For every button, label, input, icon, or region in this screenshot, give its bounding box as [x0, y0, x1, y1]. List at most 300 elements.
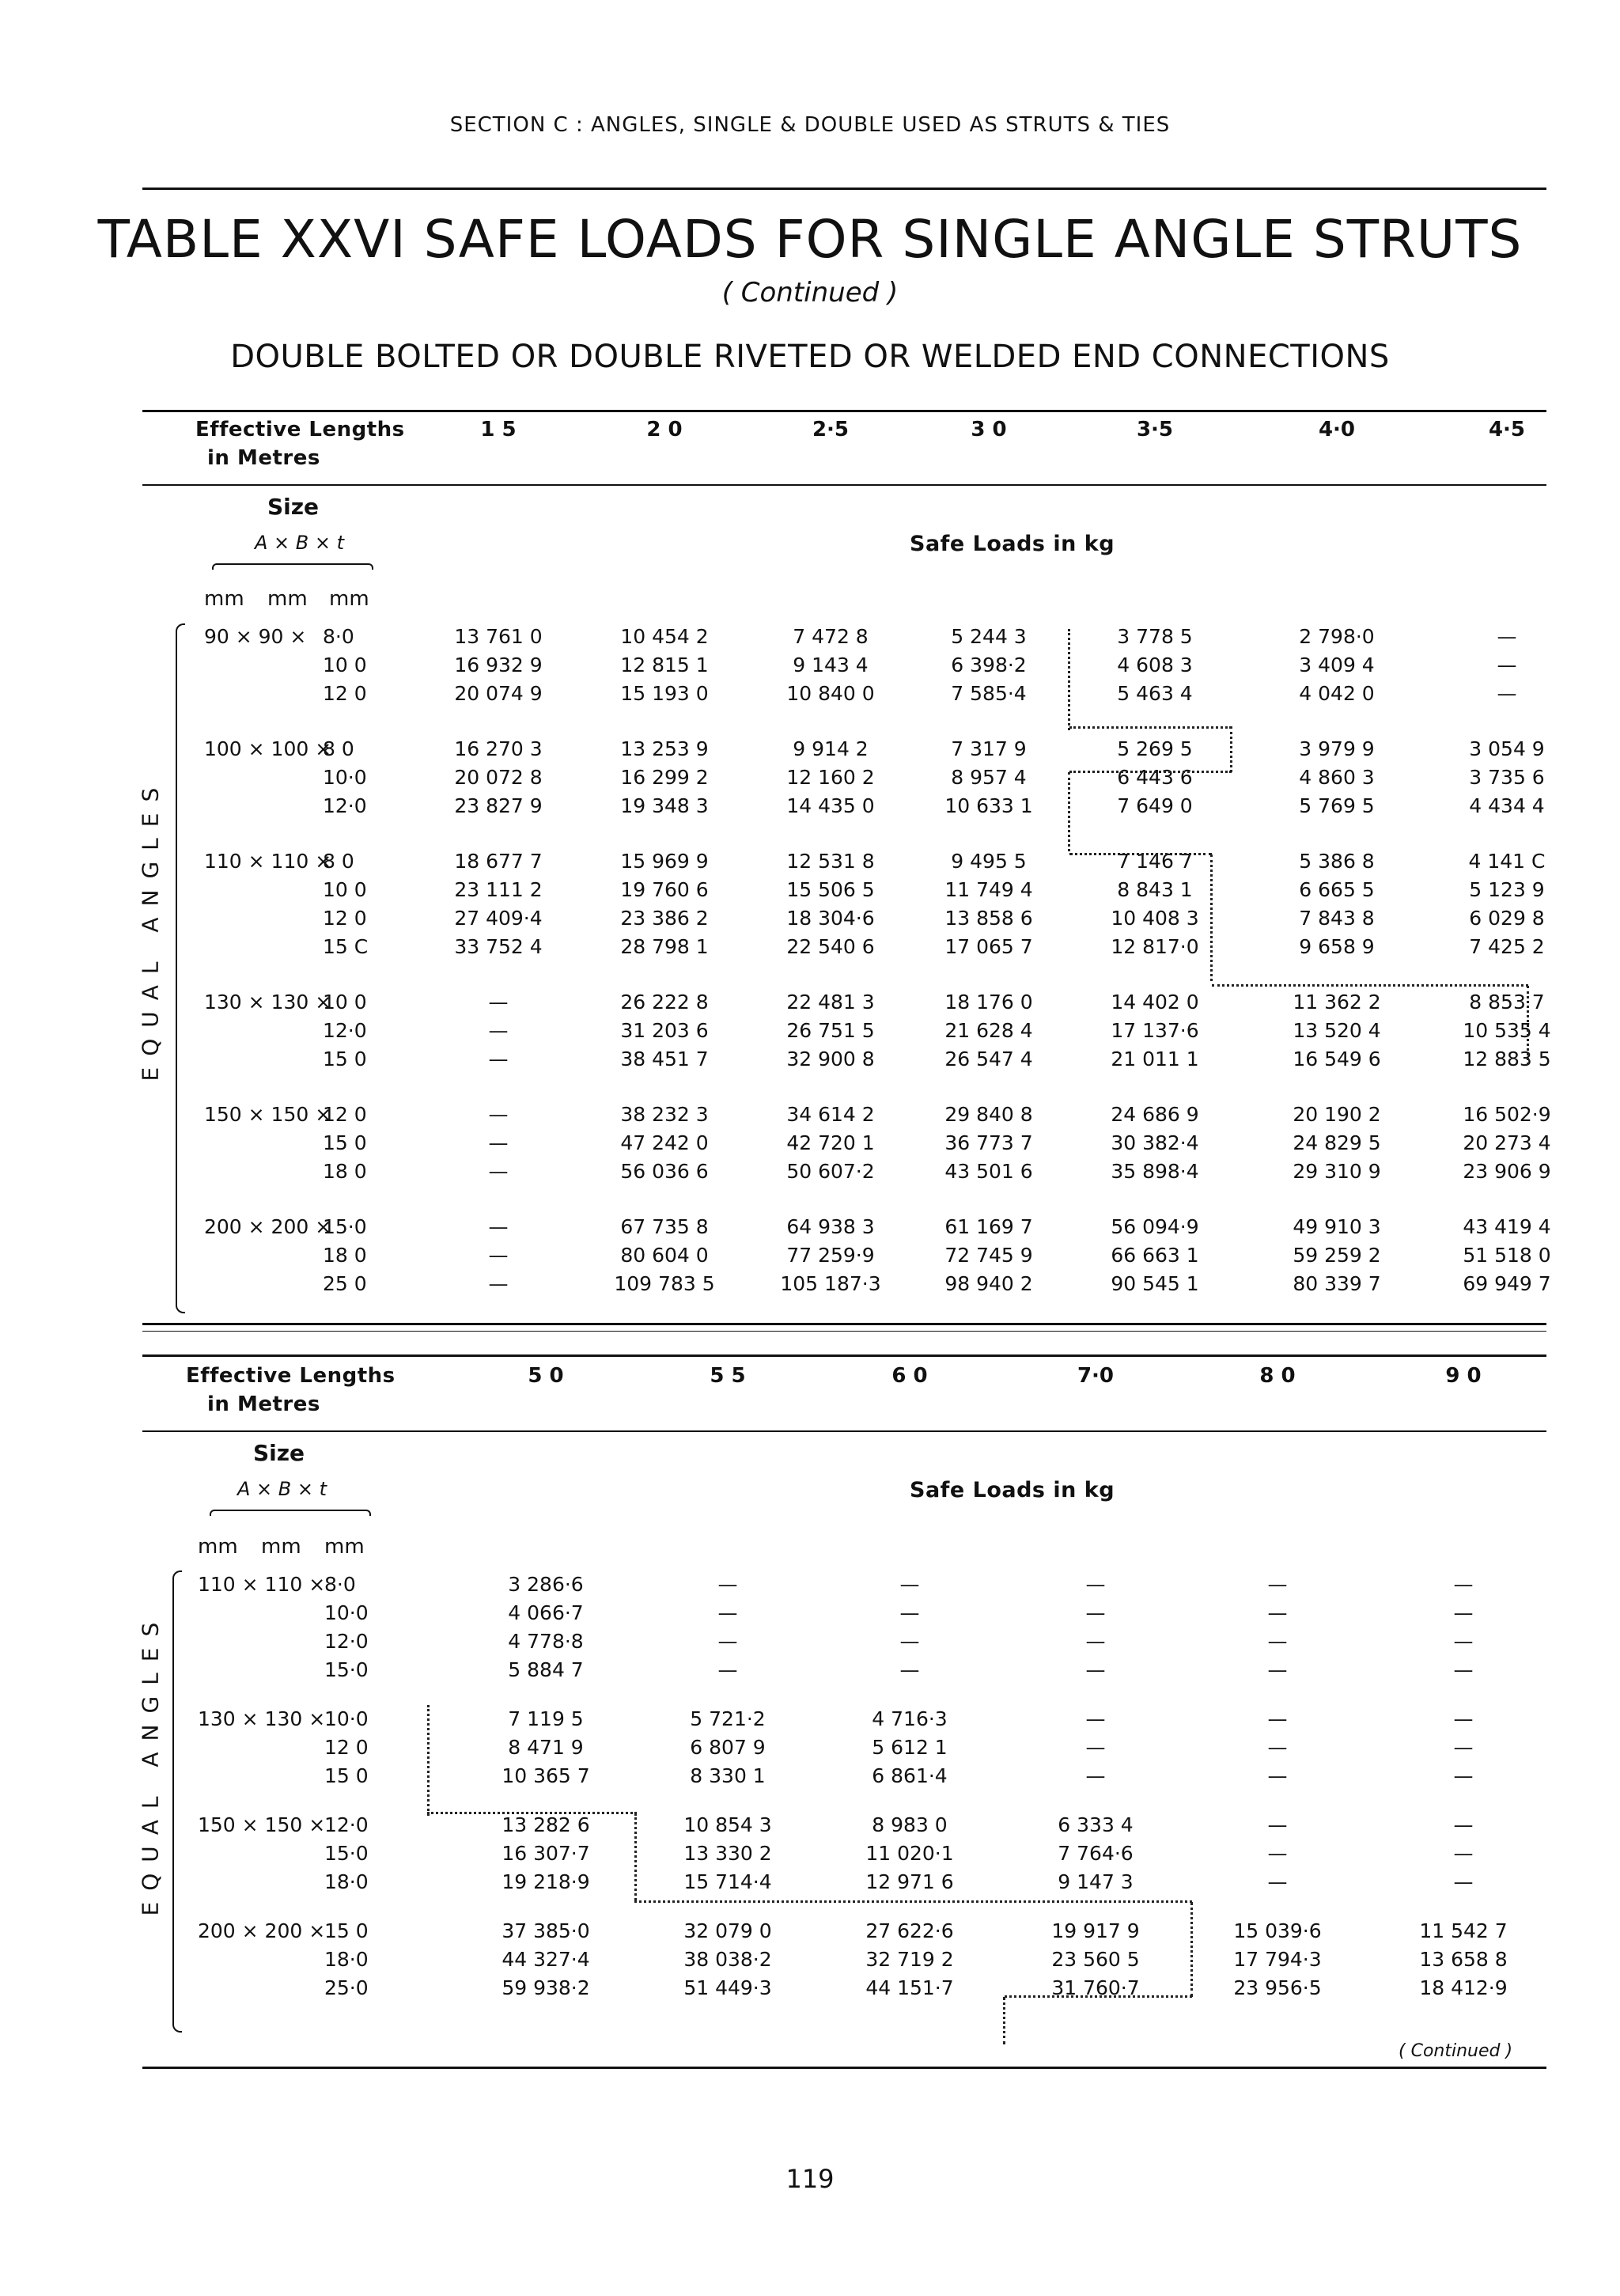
- table1-mm-a: mm: [204, 587, 244, 611]
- safe-load-cell: 61 169 7: [944, 1215, 1033, 1238]
- safe-load-cell: 14 435 0: [786, 794, 875, 817]
- safe-load-cell: 3 778 5: [1117, 625, 1193, 648]
- safe-load-cell: 13 658 8: [1419, 1948, 1508, 1971]
- safe-load-cell: 9 914 2: [793, 737, 869, 760]
- safe-load-cell: 105 187·3: [780, 1272, 881, 1295]
- safe-load-cell: —: [1085, 1630, 1106, 1653]
- safe-load-cell: 4 066·7: [508, 1601, 584, 1624]
- safe-load-cell: —: [1497, 682, 1517, 705]
- safe-load-cell: —: [1085, 1601, 1106, 1624]
- angle-size-label: 200 × 200 ×: [204, 1215, 332, 1238]
- safe-load-cell: —: [717, 1630, 738, 1653]
- safe-load-cell: 32 719 2: [865, 1948, 954, 1971]
- safe-load-cell: 18 677 7: [454, 850, 543, 873]
- safe-load-cell: —: [1453, 1630, 1474, 1653]
- safe-load-cell: 10 408 3: [1111, 907, 1199, 930]
- thickness-label: 12 0: [323, 1103, 367, 1126]
- table1-length-header: 2 0: [646, 418, 683, 441]
- table2-left-brace: [172, 1570, 182, 2033]
- t1-dot-7: [1210, 854, 1213, 981]
- safe-load-cell: 5 244 3: [951, 625, 1027, 648]
- safe-load-cell: —: [1453, 1736, 1474, 1759]
- safe-load-cell: 80 604 0: [620, 1244, 709, 1267]
- table2-mm-b: mm: [261, 1535, 301, 1559]
- safe-load-cell: 16 299 2: [620, 766, 709, 789]
- t2-dot-4: [634, 1900, 1192, 1903]
- safe-load-cell: —: [1453, 1813, 1474, 1836]
- angle-size-label: 150 × 150 ×: [198, 1813, 326, 1836]
- t1-dot-1: [1068, 629, 1070, 730]
- t2-dot-7: [1003, 1997, 1005, 2044]
- safe-load-cell: 9 147 3: [1058, 1870, 1134, 1893]
- thickness-label: 25 0: [323, 1272, 367, 1295]
- safe-load-cell: —: [899, 1601, 920, 1624]
- table2-axbxt-bracket: [210, 1510, 371, 1516]
- table1-length-header: 2·5: [812, 418, 850, 441]
- safe-load-cell: 23 111 2: [454, 878, 543, 901]
- table1-header-rule: [142, 484, 1546, 486]
- safe-load-cell: 5 386 8: [1299, 850, 1375, 873]
- thickness-label: 8·0: [323, 625, 354, 648]
- safe-load-cell: 8 843 1: [1117, 878, 1193, 901]
- safe-load-cell: 3 409 4: [1299, 654, 1375, 676]
- safe-load-cell: —: [1453, 1658, 1474, 1681]
- safe-load-cell: —: [1267, 1658, 1288, 1681]
- thickness-label: 8 0: [323, 737, 354, 760]
- angle-size-label: 130 × 130 ×: [198, 1707, 326, 1730]
- safe-load-cell: 4 042 0: [1299, 682, 1375, 705]
- safe-load-cell: 38 451 7: [620, 1048, 709, 1070]
- safe-load-cell: —: [488, 1244, 509, 1267]
- safe-load-cell: 23 906 9: [1463, 1160, 1551, 1183]
- safe-load-cell: 2 798·0: [1299, 625, 1375, 648]
- table1-safe-loads-label: Safe Loads in kg: [910, 532, 1115, 556]
- safe-load-cell: —: [1267, 1630, 1288, 1653]
- safe-load-cell: 4 608 3: [1117, 654, 1193, 676]
- safe-load-cell: 109 783 5: [614, 1272, 715, 1295]
- safe-load-cell: 66 663 1: [1111, 1244, 1199, 1267]
- table2-header-rule: [142, 1430, 1546, 1432]
- t1-dot-8: [1212, 984, 1528, 987]
- thickness-label: 18 0: [323, 1160, 367, 1183]
- safe-load-cell: 10 854 3: [683, 1813, 772, 1836]
- safe-load-cell: 36 773 7: [944, 1131, 1033, 1154]
- thickness-label: 15 0: [324, 1919, 369, 1942]
- safe-load-cell: 6 665 5: [1299, 878, 1375, 901]
- safe-load-cell: 13 253 9: [620, 737, 709, 760]
- safe-load-cell: —: [488, 1048, 509, 1070]
- safe-load-cell: 29 840 8: [944, 1103, 1033, 1126]
- safe-load-cell: 90 545 1: [1111, 1272, 1199, 1295]
- safe-load-cell: 38 232 3: [620, 1103, 709, 1126]
- thickness-label: 12·0: [323, 1019, 367, 1042]
- safe-load-cell: —: [1267, 1813, 1288, 1836]
- safe-load-cell: 12 531 8: [786, 850, 875, 873]
- safe-load-cell: 5 612 1: [872, 1736, 948, 1759]
- safe-load-cell: 31 760·7: [1051, 1976, 1140, 1999]
- table1-length-header: 1 5: [480, 418, 517, 441]
- safe-load-cell: 4 716·3: [872, 1707, 948, 1730]
- safe-load-cell: 10 535 4: [1463, 1019, 1551, 1042]
- safe-load-cell: 29 310 9: [1293, 1160, 1381, 1183]
- safe-load-cell: 4 434 4: [1469, 794, 1545, 817]
- safe-load-cell: —: [1267, 1842, 1288, 1865]
- safe-load-cell: —: [1453, 1573, 1474, 1596]
- safe-load-cell: 4 778·8: [508, 1630, 584, 1653]
- table2-effective-lengths-label: Effective Lengths: [186, 1364, 396, 1388]
- safe-load-cell: 17 065 7: [944, 935, 1033, 958]
- safe-load-cell: 21 011 1: [1111, 1048, 1199, 1070]
- safe-load-cell: 6 443 6: [1117, 766, 1193, 789]
- safe-load-cell: 27 622·6: [865, 1919, 954, 1942]
- safe-load-cell: 19 348 3: [620, 794, 709, 817]
- safe-load-cell: —: [899, 1630, 920, 1653]
- safe-load-cell: —: [1497, 654, 1517, 676]
- safe-load-cell: —: [1453, 1870, 1474, 1893]
- angle-size-label: 110 × 110 ×: [198, 1573, 326, 1596]
- table1-axbxt-label: A × B × t: [255, 532, 345, 554]
- safe-load-cell: 6 029 8: [1469, 907, 1545, 930]
- table1-left-brace: [176, 623, 185, 1313]
- table1-bottom-rule-2: [142, 1331, 1546, 1332]
- safe-load-cell: 12 883 5: [1463, 1048, 1551, 1070]
- safe-load-cell: 27 409·4: [454, 907, 543, 930]
- safe-load-cell: 17 137·6: [1111, 1019, 1199, 1042]
- safe-load-cell: 28 798 1: [620, 935, 709, 958]
- safe-load-cell: —: [488, 1103, 509, 1126]
- safe-load-cell: 6 861·4: [872, 1764, 948, 1787]
- safe-load-cell: 51 518 0: [1463, 1244, 1551, 1267]
- safe-load-cell: 7 764·6: [1058, 1842, 1134, 1865]
- safe-load-cell: 4 860 3: [1299, 766, 1375, 789]
- safe-load-cell: 7 425 2: [1469, 935, 1545, 958]
- top-rule: [142, 188, 1546, 190]
- safe-load-cell: 17 794·3: [1233, 1948, 1322, 1971]
- safe-load-cell: 8 983 0: [872, 1813, 948, 1836]
- safe-load-cell: 67 735 8: [620, 1215, 709, 1238]
- page-number: 119: [785, 2164, 835, 2194]
- safe-load-cell: 11 749 4: [944, 878, 1033, 901]
- safe-load-cell: —: [1085, 1658, 1106, 1681]
- thickness-label: 25·0: [324, 1976, 369, 1999]
- thickness-label: 12·0: [324, 1630, 369, 1653]
- safe-load-cell: 26 751 5: [786, 1019, 875, 1042]
- safe-load-cell: 16 932 9: [454, 654, 543, 676]
- thickness-label: 8 0: [323, 850, 354, 873]
- safe-load-cell: 15 969 9: [620, 850, 709, 873]
- thickness-label: 10 0: [323, 991, 367, 1013]
- safe-load-cell: 3 735 6: [1469, 766, 1545, 789]
- table1-length-header: 3·5: [1136, 418, 1174, 441]
- safe-load-cell: 8 471 9: [508, 1736, 584, 1759]
- safe-load-cell: 19 218·9: [502, 1870, 590, 1893]
- safe-load-cell: 12 971 6: [865, 1870, 954, 1893]
- safe-load-cell: 64 938 3: [786, 1215, 875, 1238]
- safe-load-cell: —: [1267, 1736, 1288, 1759]
- safe-load-cell: 38 038·2: [683, 1948, 772, 1971]
- thickness-label: 18 0: [323, 1244, 367, 1267]
- thickness-label: 10·0: [324, 1601, 369, 1624]
- safe-load-cell: 16 502·9: [1463, 1103, 1551, 1126]
- t1-dot-6: [1069, 853, 1212, 855]
- table1-mm-t: mm: [329, 587, 369, 611]
- thickness-label: 12 0: [323, 907, 367, 930]
- t1-dot-9: [1527, 986, 1529, 1065]
- safe-load-cell: 21 628 4: [944, 1019, 1033, 1042]
- safe-load-cell: 33 752 4: [454, 935, 543, 958]
- t2-dot-3: [634, 1813, 637, 1900]
- table2-length-header: 5 0: [528, 1364, 564, 1388]
- safe-load-cell: 23 560 5: [1051, 1948, 1140, 1971]
- safe-load-cell: 22 540 6: [786, 935, 875, 958]
- table2-in-metres-label: in Metres: [207, 1392, 320, 1416]
- table2-size-label: Size: [253, 1440, 305, 1466]
- safe-load-cell: —: [1085, 1707, 1106, 1730]
- thickness-label: 15·0: [324, 1842, 369, 1865]
- table2-length-header: 6 0: [891, 1364, 928, 1388]
- safe-load-cell: 5 123 9: [1469, 878, 1545, 901]
- safe-load-cell: 8 330 1: [690, 1764, 766, 1787]
- thickness-label: 10·0: [324, 1707, 369, 1730]
- table2-length-header: 9 0: [1445, 1364, 1482, 1388]
- table2-length-header: 8 0: [1259, 1364, 1296, 1388]
- thickness-label: 15·0: [323, 1215, 367, 1238]
- safe-load-cell: —: [1497, 625, 1517, 648]
- safe-load-cell: 22 481 3: [786, 991, 875, 1013]
- safe-load-cell: 7 472 8: [793, 625, 869, 648]
- angle-size-label: 90 × 90 ×: [204, 625, 307, 648]
- safe-load-cell: 8 853 7: [1469, 991, 1545, 1013]
- safe-load-cell: 3 979 9: [1299, 737, 1375, 760]
- table1-length-header: 4·5: [1488, 418, 1526, 441]
- table1-in-metres-label: in Metres: [207, 446, 320, 470]
- safe-load-cell: 12 815 1: [620, 654, 709, 676]
- thickness-label: 15 0: [323, 1131, 367, 1154]
- safe-load-cell: —: [488, 1215, 509, 1238]
- safe-load-cell: —: [1085, 1736, 1106, 1759]
- safe-load-cell: 9 143 4: [793, 654, 869, 676]
- safe-load-cell: 56 036 6: [620, 1160, 709, 1183]
- safe-load-cell: 15 506 5: [786, 878, 875, 901]
- safe-load-cell: 7 119 5: [508, 1707, 584, 1730]
- table2-mm-t: mm: [324, 1535, 365, 1559]
- safe-load-cell: 20 190 2: [1293, 1103, 1381, 1126]
- safe-load-cell: 5 463 4: [1117, 682, 1193, 705]
- safe-load-cell: 19 760 6: [620, 878, 709, 901]
- safe-load-cell: 26 547 4: [944, 1048, 1033, 1070]
- safe-load-cell: —: [899, 1658, 920, 1681]
- safe-load-cell: —: [1267, 1707, 1288, 1730]
- table1-bottom-rule: [142, 1323, 1546, 1325]
- safe-load-cell: 15 039·6: [1233, 1919, 1322, 1942]
- safe-load-cell: 31 203 6: [620, 1019, 709, 1042]
- safe-load-cell: 44 327·4: [502, 1948, 590, 1971]
- safe-load-cell: —: [1267, 1764, 1288, 1787]
- safe-load-cell: 8 957 4: [951, 766, 1027, 789]
- thickness-label: 15 C: [323, 935, 369, 958]
- safe-load-cell: 44 151·7: [865, 1976, 954, 1999]
- footer-continued: ( Continued ): [1399, 2041, 1513, 2061]
- safe-load-cell: 49 910 3: [1293, 1215, 1381, 1238]
- table2-mm-a: mm: [198, 1535, 238, 1559]
- thickness-label: 15·0: [324, 1658, 369, 1681]
- thickness-label: 12 0: [323, 682, 367, 705]
- safe-load-cell: 72 745 9: [944, 1244, 1033, 1267]
- section-header: SECTION C : ANGLES, SINGLE & DOUBLE USED AS STRUTS & TIES: [449, 113, 1171, 137]
- safe-load-cell: 6 333 4: [1058, 1813, 1134, 1836]
- safe-load-cell: 19 917 9: [1051, 1919, 1140, 1942]
- connection-subheading: DOUBLE BOLTED OR DOUBLE RIVETED OR WELDED END CONNECTIONS: [230, 339, 1390, 375]
- table2-length-header: 5 5: [710, 1364, 746, 1388]
- safe-load-cell: 24 829 5: [1293, 1131, 1381, 1154]
- safe-load-cell: 47 242 0: [620, 1131, 709, 1154]
- safe-load-cell: 18 176 0: [944, 991, 1033, 1013]
- safe-load-cell: —: [1453, 1842, 1474, 1865]
- safe-load-cell: 11 362 2: [1293, 991, 1381, 1013]
- thickness-label: 18·0: [324, 1870, 369, 1893]
- safe-load-cell: 80 339 7: [1293, 1272, 1381, 1295]
- safe-load-cell: 37 385·0: [502, 1919, 590, 1942]
- safe-load-cell: 10 365 7: [502, 1764, 590, 1787]
- safe-load-cell: 34 614 2: [786, 1103, 875, 1126]
- safe-load-cell: 10 454 2: [620, 625, 709, 648]
- safe-load-cell: 18 304·6: [786, 907, 875, 930]
- safe-load-cell: 9 495 5: [951, 850, 1027, 873]
- thickness-label: 8·0: [324, 1573, 356, 1596]
- table1-size-label: Size: [267, 494, 320, 520]
- safe-load-cell: 4 141 C: [1468, 850, 1546, 873]
- safe-load-cell: 18 412·9: [1419, 1976, 1508, 1999]
- safe-load-cell: —: [488, 1131, 509, 1154]
- safe-load-cell: 59 259 2: [1293, 1244, 1381, 1267]
- safe-load-cell: 23 827 9: [454, 794, 543, 817]
- safe-load-cell: 15 714·4: [683, 1870, 772, 1893]
- safe-load-cell: 59 938·2: [502, 1976, 590, 1999]
- thickness-label: 12 0: [324, 1736, 369, 1759]
- safe-load-cell: 7 843 8: [1299, 907, 1375, 930]
- t1-dot-5: [1068, 772, 1070, 851]
- thickness-label: 18·0: [324, 1948, 369, 1971]
- table1-length-header: 4·0: [1318, 418, 1356, 441]
- safe-load-cell: —: [1267, 1601, 1288, 1624]
- safe-load-cell: 32 079 0: [683, 1919, 772, 1942]
- safe-load-cell: 7 317 9: [951, 737, 1027, 760]
- t2-dot-1: [427, 1705, 430, 1816]
- t1-dot-2: [1069, 726, 1232, 729]
- safe-load-cell: —: [1267, 1573, 1288, 1596]
- safe-load-cell: 23 386 2: [620, 907, 709, 930]
- safe-load-cell: 56 094·9: [1111, 1215, 1199, 1238]
- thickness-label: 10·0: [323, 766, 367, 789]
- safe-load-cell: 16 270 3: [454, 737, 543, 760]
- safe-load-cell: 20 273 4: [1463, 1131, 1551, 1154]
- angle-size-label: 130 × 130 ×: [204, 991, 332, 1013]
- table1-axbxt-bracket: [212, 563, 373, 570]
- safe-load-cell: 13 520 4: [1293, 1019, 1381, 1042]
- safe-load-cell: —: [1453, 1707, 1474, 1730]
- safe-load-cell: —: [899, 1573, 920, 1596]
- safe-load-cell: —: [717, 1573, 738, 1596]
- safe-load-cell: 11 542 7: [1419, 1919, 1508, 1942]
- t2-dot-2: [427, 1812, 637, 1814]
- table-subtitle: ( Continued ): [721, 277, 899, 309]
- safe-load-cell: 69 949 7: [1463, 1272, 1551, 1295]
- safe-load-cell: 16 307·7: [502, 1842, 590, 1865]
- table2-top-rule: [142, 1354, 1546, 1357]
- table1-effective-lengths-label: Effective Lengths: [195, 418, 405, 441]
- t2-dot-6: [1005, 1995, 1192, 1998]
- t1-dot-3: [1230, 726, 1232, 772]
- safe-load-cell: —: [1453, 1764, 1474, 1787]
- safe-load-cell: 12 160 2: [786, 766, 875, 789]
- safe-load-cell: 14 402 0: [1111, 991, 1199, 1013]
- safe-load-cell: 5 721·2: [690, 1707, 766, 1730]
- table-title: TABLE XXVI SAFE LOADS FOR SINGLE ANGLE STRUTS: [97, 209, 1523, 270]
- table2-bottom-rule: [142, 2067, 1546, 2069]
- safe-load-cell: —: [488, 1160, 509, 1183]
- table1-top-rule: [142, 410, 1546, 412]
- safe-load-cell: 10 840 0: [786, 682, 875, 705]
- safe-load-cell: —: [1085, 1764, 1106, 1787]
- safe-load-cell: 43 419 4: [1463, 1215, 1551, 1238]
- thickness-label: 12·0: [323, 794, 367, 817]
- safe-load-cell: —: [1453, 1601, 1474, 1624]
- thickness-label: 15 0: [323, 1048, 367, 1070]
- safe-load-cell: 13 761 0: [454, 625, 543, 648]
- safe-load-cell: 16 549 6: [1293, 1048, 1381, 1070]
- safe-load-cell: 26 222 8: [620, 991, 709, 1013]
- safe-load-cell: 9 658 9: [1299, 935, 1375, 958]
- safe-load-cell: 51 449·3: [683, 1976, 772, 1999]
- safe-load-cell: 43 501 6: [944, 1160, 1033, 1183]
- safe-load-cell: 6 398·2: [951, 654, 1027, 676]
- safe-load-cell: —: [488, 1019, 509, 1042]
- safe-load-cell: 6 807 9: [690, 1736, 766, 1759]
- safe-load-cell: 7 146 7: [1117, 850, 1193, 873]
- angle-size-label: 150 × 150 ×: [204, 1103, 332, 1126]
- safe-load-cell: —: [717, 1601, 738, 1624]
- table1-equal-angles-label: EQUAL ANGLES: [137, 776, 164, 1082]
- safe-load-cell: 3 054 9: [1469, 737, 1545, 760]
- safe-load-cell: 5 269 5: [1117, 737, 1193, 760]
- safe-load-cell: —: [488, 1272, 509, 1295]
- safe-load-cell: 11 020·1: [865, 1842, 954, 1865]
- safe-load-cell: 12 817·0: [1111, 935, 1199, 958]
- thickness-label: 15 0: [324, 1764, 369, 1787]
- angle-size-label: 110 × 110 ×: [204, 850, 332, 873]
- safe-load-cell: 32 900 8: [786, 1048, 875, 1070]
- safe-load-cell: 20 074 9: [454, 682, 543, 705]
- safe-load-cell: —: [717, 1658, 738, 1681]
- safe-load-cell: 98 940 2: [944, 1272, 1033, 1295]
- table2-length-header: 7·0: [1077, 1364, 1115, 1388]
- thickness-label: 12·0: [324, 1813, 369, 1836]
- safe-load-cell: 20 072 8: [454, 766, 543, 789]
- safe-load-cell: 13 858 6: [944, 907, 1033, 930]
- safe-load-cell: 5 769 5: [1299, 794, 1375, 817]
- safe-load-cell: 7 585·4: [951, 682, 1027, 705]
- safe-load-cell: 13 282 6: [502, 1813, 590, 1836]
- safe-load-cell: 50 607·2: [786, 1160, 875, 1183]
- safe-load-cell: —: [1085, 1573, 1106, 1596]
- table2-safe-loads-label: Safe Loads in kg: [910, 1478, 1115, 1502]
- angle-size-label: 200 × 200 ×: [198, 1919, 326, 1942]
- safe-load-cell: —: [488, 991, 509, 1013]
- table2-equal-angles-label: EQUAL ANGLES: [137, 1611, 164, 1916]
- safe-load-cell: 23 956·5: [1233, 1976, 1322, 1999]
- safe-load-cell: 10 633 1: [944, 794, 1033, 817]
- safe-load-cell: 15 193 0: [620, 682, 709, 705]
